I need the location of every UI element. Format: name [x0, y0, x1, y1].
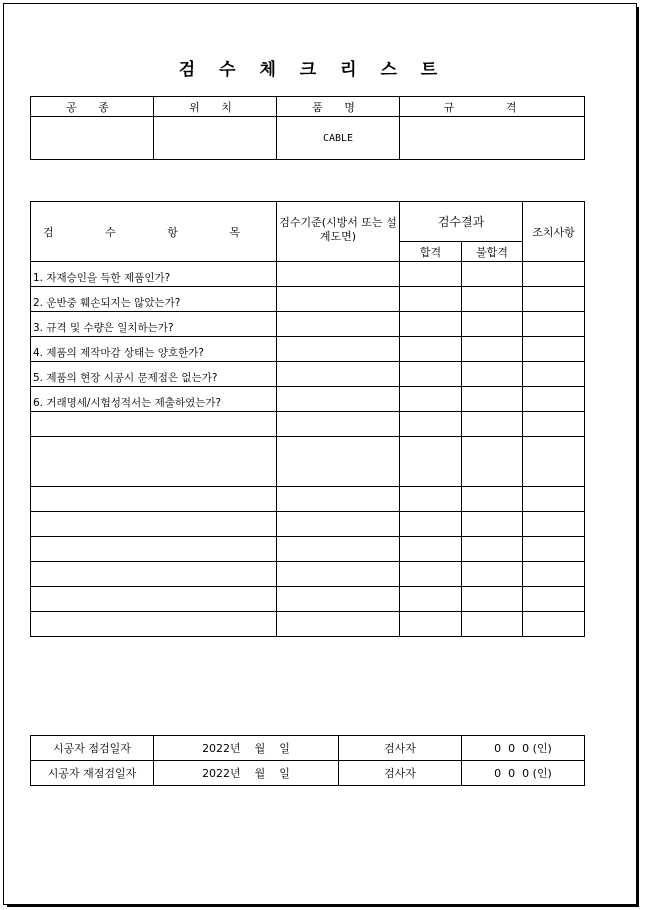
table-row	[31, 587, 585, 612]
standard-cell[interactable]	[277, 312, 400, 337]
inspection-date-value[interactable]: 2022년 월 일	[154, 736, 339, 761]
check-item[interactable]	[31, 537, 277, 562]
standard-cell[interactable]	[277, 412, 400, 437]
header-result: 검수결과	[400, 202, 523, 242]
value-product-name[interactable]: CABLE	[277, 117, 400, 160]
header-pass: 합격	[400, 242, 462, 262]
fail-cell[interactable]	[462, 487, 523, 512]
action-cell[interactable]	[523, 287, 585, 312]
fail-cell[interactable]	[462, 437, 523, 487]
table-row	[31, 612, 585, 637]
fail-cell[interactable]	[462, 287, 523, 312]
table-row	[31, 337, 585, 362]
action-cell[interactable]	[523, 387, 585, 412]
inspector-label: 검사자	[339, 736, 462, 761]
check-item: 2. 운반중 훼손되지는 않았는가?	[31, 287, 277, 312]
pass-cell[interactable]	[400, 562, 462, 587]
table-row	[31, 287, 585, 312]
standard-cell[interactable]	[277, 337, 400, 362]
action-cell[interactable]	[523, 362, 585, 387]
check-item[interactable]	[31, 612, 277, 637]
pass-cell[interactable]	[400, 487, 462, 512]
check-item[interactable]	[31, 412, 277, 437]
standard-cell[interactable]	[277, 587, 400, 612]
action-cell[interactable]	[523, 487, 585, 512]
table-row	[31, 312, 585, 337]
header-standard: 검수기준(시방서 또는 설계도면)	[277, 202, 400, 262]
standard-cell[interactable]	[277, 487, 400, 512]
document-page	[3, 3, 637, 905]
pass-cell[interactable]	[400, 337, 462, 362]
pass-cell[interactable]	[400, 287, 462, 312]
header-location: 위 치	[154, 97, 277, 117]
action-cell[interactable]	[523, 262, 585, 287]
standard-cell[interactable]	[277, 612, 400, 637]
standard-cell[interactable]	[277, 262, 400, 287]
standard-cell[interactable]	[277, 512, 400, 537]
check-item[interactable]	[31, 487, 277, 512]
check-item: 4. 제품의 제작마감 상태는 양호한가?	[31, 337, 277, 362]
action-cell[interactable]	[523, 412, 585, 437]
pass-cell[interactable]	[400, 512, 462, 537]
inspector-label: 검사자	[339, 761, 462, 786]
standard-cell[interactable]	[277, 537, 400, 562]
pass-cell[interactable]	[400, 412, 462, 437]
check-item[interactable]	[31, 562, 277, 587]
action-cell[interactable]	[523, 537, 585, 562]
action-cell[interactable]	[523, 562, 585, 587]
info-table	[30, 96, 585, 160]
pass-cell[interactable]	[400, 537, 462, 562]
fail-cell[interactable]	[462, 612, 523, 637]
pass-cell[interactable]	[400, 437, 462, 487]
check-item: 6. 거래명세/시험성적서는 제출하였는가?	[31, 387, 277, 412]
check-item[interactable]	[31, 512, 277, 537]
fail-cell[interactable]	[462, 312, 523, 337]
check-item[interactable]	[31, 437, 277, 487]
reinspection-date-value[interactable]: 2022년 월 일	[154, 761, 339, 786]
header-fail: 불합격	[462, 242, 523, 262]
table-row	[31, 437, 585, 487]
standard-cell[interactable]	[277, 437, 400, 487]
checklist-table	[30, 201, 585, 637]
header-inspection-item: 검 수 항 목	[31, 202, 277, 262]
reinspection-date-label: 시공자 재점검일자	[31, 761, 154, 786]
table-row	[31, 537, 585, 562]
table-row	[31, 412, 585, 437]
page-shadow-bottom	[7, 905, 639, 907]
fail-cell[interactable]	[462, 262, 523, 287]
header-spec: 규 격	[400, 97, 585, 117]
inspector-value[interactable]: 0 0 0 (인)	[462, 761, 585, 786]
pass-cell[interactable]	[400, 587, 462, 612]
fail-cell[interactable]	[462, 587, 523, 612]
header-work-type: 공 종	[31, 97, 154, 117]
header-product-name: 품 명	[277, 97, 400, 117]
pass-cell[interactable]	[400, 362, 462, 387]
inspection-date-label: 시공자 점검일자	[31, 736, 154, 761]
standard-cell[interactable]	[277, 287, 400, 312]
table-row	[31, 512, 585, 537]
standard-cell[interactable]	[277, 562, 400, 587]
table-row	[31, 262, 585, 287]
header-action: 조치사항	[523, 202, 585, 262]
table-row	[31, 362, 585, 387]
action-cell[interactable]	[523, 612, 585, 637]
fail-cell[interactable]	[462, 537, 523, 562]
value-spec[interactable]	[400, 117, 585, 160]
pass-cell[interactable]	[400, 387, 462, 412]
fail-cell[interactable]	[462, 512, 523, 537]
check-item: 5. 제품의 현장 시공시 문제점은 없는가?	[31, 362, 277, 387]
fail-cell[interactable]	[462, 387, 523, 412]
action-cell[interactable]	[523, 337, 585, 362]
action-cell[interactable]	[523, 512, 585, 537]
action-cell[interactable]	[523, 587, 585, 612]
value-work-type[interactable]	[31, 117, 154, 160]
action-cell[interactable]	[523, 312, 585, 337]
check-item: 3. 규격 및 수량은 일치하는가?	[31, 312, 277, 337]
table-row	[31, 736, 585, 761]
pass-cell[interactable]	[400, 262, 462, 287]
value-location[interactable]	[154, 117, 277, 160]
standard-cell[interactable]	[277, 362, 400, 387]
document-title: 검 수 체 크 리 스 트	[178, 60, 444, 80]
action-cell[interactable]	[523, 437, 585, 487]
page-shadow-right	[637, 7, 639, 906]
fail-cell[interactable]	[462, 337, 523, 362]
check-item: 1. 자재승인을 득한 제품인가?	[31, 262, 277, 287]
pass-cell[interactable]	[400, 612, 462, 637]
fail-cell[interactable]	[462, 412, 523, 437]
fail-cell[interactable]	[462, 562, 523, 587]
inspector-value[interactable]: 0 0 0 (인)	[462, 736, 585, 761]
standard-cell[interactable]	[277, 387, 400, 412]
check-item[interactable]	[31, 587, 277, 612]
pass-cell[interactable]	[400, 312, 462, 337]
table-row	[31, 761, 585, 786]
signature-table	[30, 735, 585, 786]
table-row	[31, 487, 585, 512]
table-row	[31, 562, 585, 587]
fail-cell[interactable]	[462, 362, 523, 387]
table-row	[31, 387, 585, 412]
